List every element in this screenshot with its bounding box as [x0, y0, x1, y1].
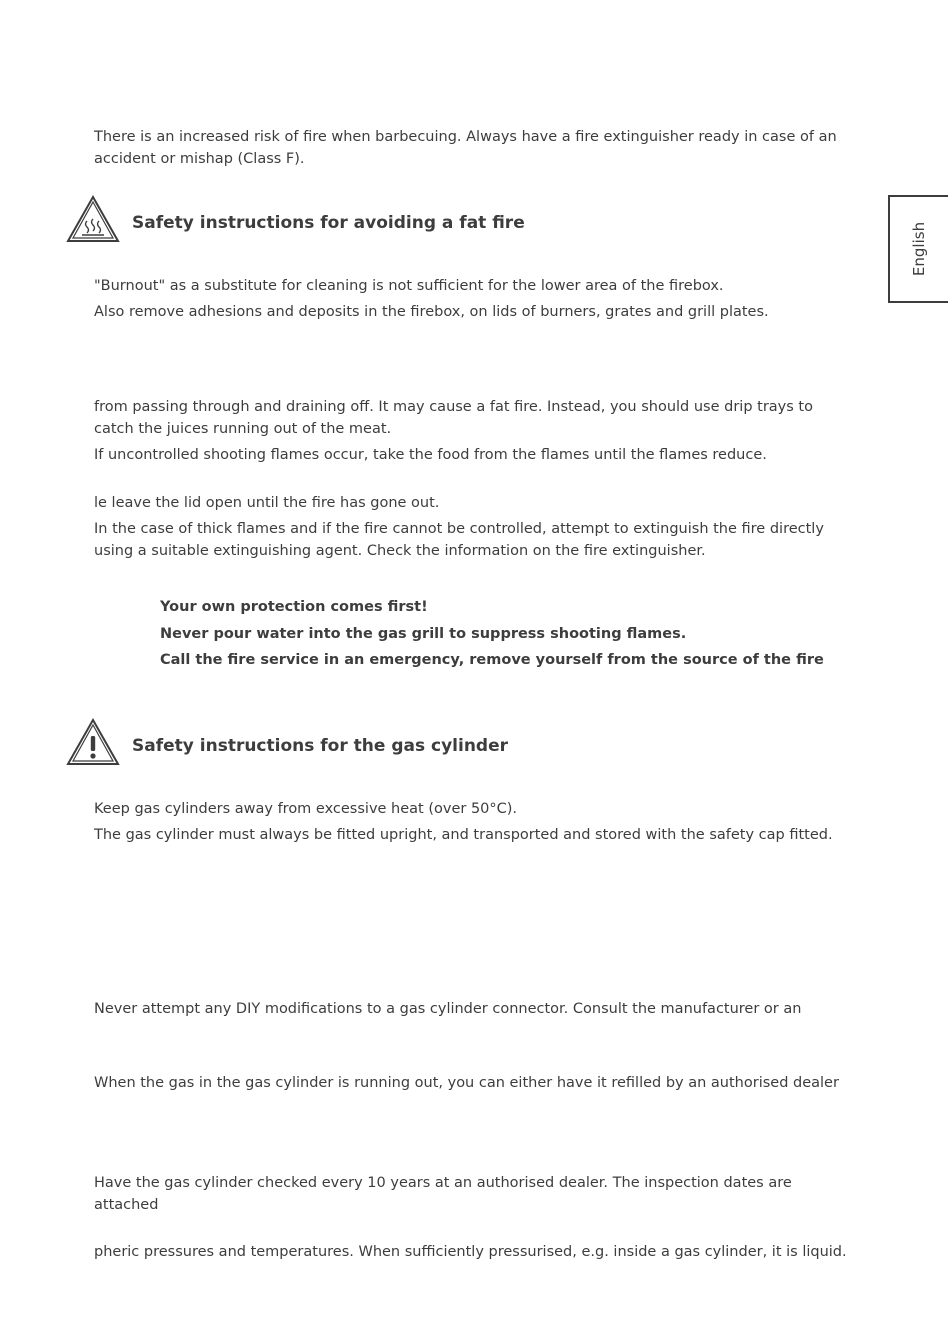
paragraph: Also remove adhesions and deposits in the firebox, on lids of burners, grates and grill plates.	[94, 304, 769, 320]
paragraph: When the gas in the gas cylinder is running out, you can either have it refilled by an authorised dealer	[94, 1075, 839, 1091]
paragraph: "Burnout" as a substitute for cleaning is not sufficient for the lower area of the firebox.	[94, 278, 724, 294]
paragraph: Keep gas cylinders away from excessive heat (over 50°C).	[94, 801, 518, 817]
exclamation-warning-icon	[66, 718, 120, 766]
warning-note: Call the fire service in an emergency, remove yourself from the source of the fire	[160, 652, 824, 668]
language-label: English	[910, 221, 928, 277]
language-tab	[888, 195, 948, 303]
section-heading-fat-fire: Safety instructions for avoiding a fat fire	[132, 213, 525, 233]
paragraph: If uncontrolled shooting flames occur, take the food from the flames until the flames reduce.	[94, 447, 767, 463]
warning-note: Never pour water into the gas grill to suppress shooting flames.	[160, 626, 687, 642]
paragraph: In the case of thick flames and if the fire cannot be controlled, attempt to extinguish the fire directly using a suitable extinguishing agent. Check the information on the fire extinguisher.	[94, 521, 824, 559]
paragraph: from passing through and draining off. It may cause a fat fire. Instead, you should use drip trays to catch the juices running out of the meat.	[94, 399, 813, 437]
hot-surface-warning-icon	[66, 195, 120, 243]
section-heading-gas-cylinder: Safety instructions for the gas cylinder	[132, 736, 509, 756]
paragraph: pheric pressures and temperatures. When sufficiently pressurised, e.g. inside a gas cylinder, it is liquid.	[94, 1244, 847, 1260]
paragraph: le leave the lid open until the fire has gone out.	[94, 495, 440, 511]
intro-paragraph: There is an increased risk of fire when barbecuing. Always have a fire extinguisher ready in case of an accident or mishap (Class F).	[94, 129, 837, 167]
paragraph: Never attempt any DIY modifications to a gas cylinder connector. Consult the manufacturer or an	[94, 1001, 802, 1017]
warning-note: Your own protection comes first!	[160, 599, 428, 615]
paragraph: The gas cylinder must always be fitted upright, and transported and stored with the safety cap fitted.	[94, 827, 833, 843]
paragraph: Have the gas cylinder checked every 10 years at an authorised dealer. The inspection dates are attached	[94, 1175, 792, 1213]
